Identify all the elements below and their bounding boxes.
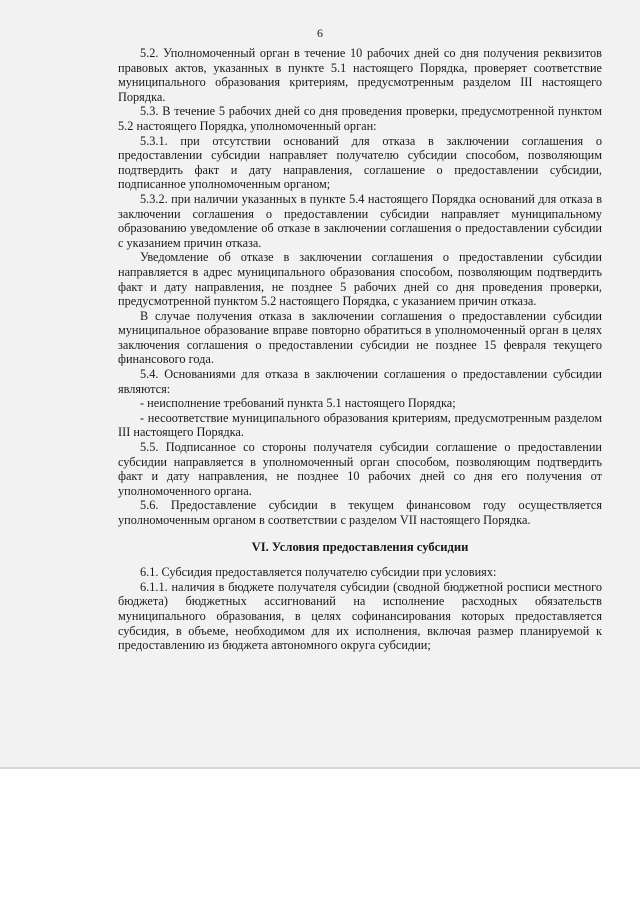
paragraph-5-3-1: 5.3.1. при отсутствии оснований для отказа в заключении соглашения о предоставлении субсидии направляет получателю субсидии способом, позволяющим подтвердить факт и дату направления, соглашение о предоставлении субсидии, подписанное уполномоченным органом; — [118, 133, 602, 192]
paragraph-6-1-1: 6.1.1. наличия в бюджете получателя субсидии (сводной бюджетной росписи местного бюджета) бюджетных ассигнований на исполнение расходных обязательств муниципального образования, в целях софинансирования которых предоставляется субсидия, в объеме, необходимом для их исполнения, включая размер планируемой к предоставлению из бюджета автономного округа субсидии; — [118, 579, 602, 653]
paragraph-5-2: 5.2. Уполномоченный орган в течение 10 рабочих дней со дня получения реквизитов правовых актов, указанных в пункте 5.1 настоящего Порядка, проверяет соответствие муниципального образования критериям, предусмотренным разделом III настоящего Порядка. — [118, 46, 602, 104]
section-heading: VI. Условия предоставления субсидии — [251, 539, 469, 554]
paragraph-5-5: 5.5. Подписанное со стороны получателя субсидии соглашение о предоставлении субсидии направляется в уполномоченный орган способом, позволяющим подтвердить факт и дату направления, не позднее 10 рабочих дней со дня его получения от уполномоченного органа. — [118, 440, 602, 498]
paragraph-5-3-2: 5.3.2. при наличии указанных в пункте 5.4 настоящего Порядка оснований для отказа в заключении соглашения о предоставлении субсидии направляет муниципальному образованию уведомление об отказе в заключении соглашения о предоставлении субсидии с указанием причин отказа. — [118, 191, 602, 250]
list-item-criteria: - несоответствие муниципального образования критериям, предусмотренным разделом III настоящего Порядка. — [118, 410, 602, 440]
paragraph-6-1: 6.1. Субсидия предоставляется получателю субсидии при условиях: — [140, 565, 497, 580]
page-bottom-edge — [0, 767, 640, 769]
document-body — [118, 46, 602, 653]
paragraph-5-4: 5.4. Основаниями для отказа в заключении соглашения о предоставлении субсидии являются: — [118, 367, 602, 396]
paragraph-5-3: 5.3. В течение 5 рабочих дней со дня проведения проверки, предусмотренной пунктом 5.2 настоящего Порядка, уполномоченный орган: — [118, 104, 602, 133]
paragraph-5-6: 5.6. Предоставление субсидии в текущем финансовом году осуществляется уполномоченным органом в соответствии с разделом VII настоящего Порядка. — [118, 498, 602, 527]
paragraph-repeat-request: В случае получения отказа в заключении соглашения о предоставлении субсидии муниципальное образование вправе повторно обратиться в уполномоченный орган в целях заключения соглашения о предоставлении субсидии не позднее 15 февраля текущего финансового года. — [118, 308, 602, 367]
page-number: 6 — [317, 26, 323, 40]
list-item-noncompliance: - неисполнение требований пункта 5.1 настоящего Порядка; — [140, 396, 456, 411]
paragraph-refusal-notice: Уведомление об отказе в заключении соглашения о предоставлении субсидии направляется в адрес муниципального образования способом, позволяющим подтвердить факт и дату направления, не позднее 5 рабочих дней со дня проведения проверки, предусмотренной пунктом 5.2 настоящего Порядка, с указанием причин отказа. — [118, 250, 602, 309]
